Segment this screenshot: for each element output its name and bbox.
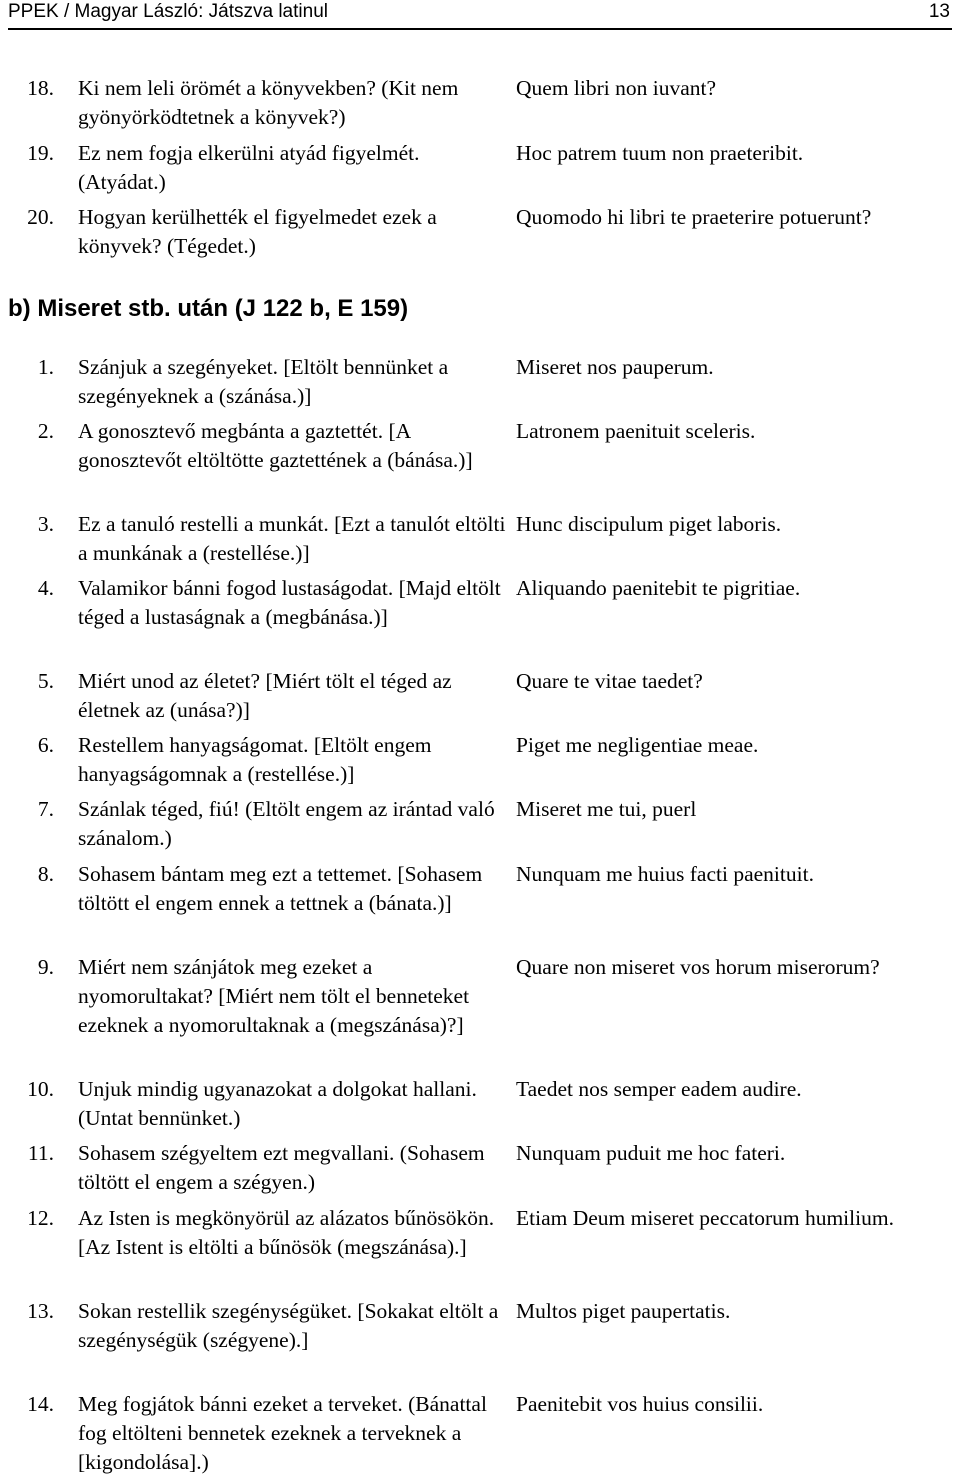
latin-sentence: Paenitebit vos huius consilii. [516,1392,764,1416]
section-heading: b) Miseret stb. után (J 122 b, E 159) [8,295,409,322]
latin-sentence: Quare te vitae taedet? [516,669,703,693]
hungarian-sentence: Sohasem bántam meg ezt a tettemet. [Sohasem töltött el engem ennek a tettnek a (bánata.)] [78,862,483,915]
hungarian-sentence: Ki nem leli örömét a könyvekben? (Kit nem gyönyörködtetnek a könyvek?) [78,76,459,129]
item-number: 12. [27,1206,54,1230]
latin-sentence: Hoc patrem tuum non praeteribit. [516,141,804,165]
hungarian-sentence: Miért nem szánjátok meg ezeket a nyomorultakat? [Miért nem tölt el benneteket ezeknek a nyomorultaknak a (megszánása)?] [78,955,470,1037]
item-number: 13. [27,1299,54,1323]
item-number: 5. [37,669,54,693]
latin-sentence: Latronem paenituit sceleris. [516,419,756,443]
item-number: 4. [37,576,54,600]
hungarian-sentence: Unjuk mindig ugyanazokat a dolgokat hallani. (Untat bennünket.) [78,1077,477,1130]
page-header [8,0,952,30]
latin-sentence: Hunc discipulum piget laboris. [516,512,782,536]
item-number: 6. [37,733,54,757]
item-number: 14. [27,1392,54,1416]
item-number: 18. [27,76,54,100]
item-number: 20. [27,205,54,229]
item-number: 1. [37,355,54,379]
hungarian-sentence: Valamikor bánni fogod lustaságodat. [Majd eltölt téged a lustaságnak a (megbánása.)] [78,576,501,629]
hungarian-sentence: Szánlak téged, fiú! (Eltölt engem az irántad való szánalom.) [78,797,495,850]
item-number: 8. [37,862,54,886]
latin-sentence: Nunquam puduit me hoc fateri. [516,1141,786,1165]
latin-sentence: Etiam Deum miseret peccatorum humilium. [516,1206,894,1230]
hungarian-sentence: Hogyan kerülhették el figyelmedet ezek a könyvek? (Tégedet.) [78,205,437,258]
latin-sentence: Nunquam me huius facti paenituit. [516,862,814,886]
hungarian-sentence: Az Isten is megkönyörül az alázatos bűnösökön. [Az Istent is eltölti a bűnösök (megszánása).] [78,1206,495,1259]
hungarian-sentence: A gonosztevő megbánta a gaztettét. [A gonosztevőt eltöltötte gaztettének a (bánása.)] [78,419,473,472]
item-number: 10. [27,1077,54,1101]
item-number: 19. [27,141,54,165]
item-number: 7. [37,797,54,821]
latin-sentence: Taedet nos semper eadem audire. [516,1077,802,1101]
item-number: 2. [37,419,54,443]
hungarian-sentence: Miért unod az életet? [Miért tölt el téged az életnek az (unása?)] [78,669,452,722]
latin-sentence: Quomodo hi libri te praeterire potuerunt? [516,205,872,229]
latin-sentence: Quare non miseret vos horum miserorum? [516,955,880,979]
item-number: 9. [37,955,54,979]
running-title: PPEK / Magyar László: Játszva latinul [8,1,328,22]
latin-sentence: Aliquando paenitebit te pigritiae. [516,576,801,600]
item-number: 11. [27,1141,54,1165]
page-number: 13 [928,1,950,22]
hungarian-sentence: Ez a tanuló restelli a munkát. [Ezt a tanulót eltölti a munkának a (restellése.)] [78,512,506,565]
latin-sentence: Piget me negligentiae meae. [516,733,759,757]
latin-sentence: Miseret me tui, puerl [516,797,697,821]
latin-sentence: Quem libri non iuvant? [516,76,717,100]
hungarian-sentence: Sokan restellik szegénységüket. [Sokakat eltölt a szegénységük (szégyene).] [78,1299,499,1352]
hungarian-sentence: Ez nem fogja elkerülni atyád figyelmét. (Atyádat.) [78,141,420,194]
latin-sentence: Miseret nos pauperum. [516,355,714,379]
item-number: 3. [37,512,54,536]
hungarian-sentence: Meg fogjátok bánni ezeket a terveket. (Bánattal fog eltölteni bennetek ezeknek a terveknek a [kigondolása].) [78,1392,487,1474]
latin-sentence: Multos piget paupertatis. [516,1299,731,1323]
hungarian-sentence: Restellem hanyagságomat. [Eltölt engem hanyagságomnak a (restellése.)] [78,733,432,786]
hungarian-sentence: Szánjuk a szegényeket. [Eltölt bennünket a szegényeknek a (szánása.)] [78,355,449,408]
hungarian-sentence: Sohasem szégyeltem ezt megvallani. (Sohasem töltött el engem a szégyen.) [78,1141,485,1194]
